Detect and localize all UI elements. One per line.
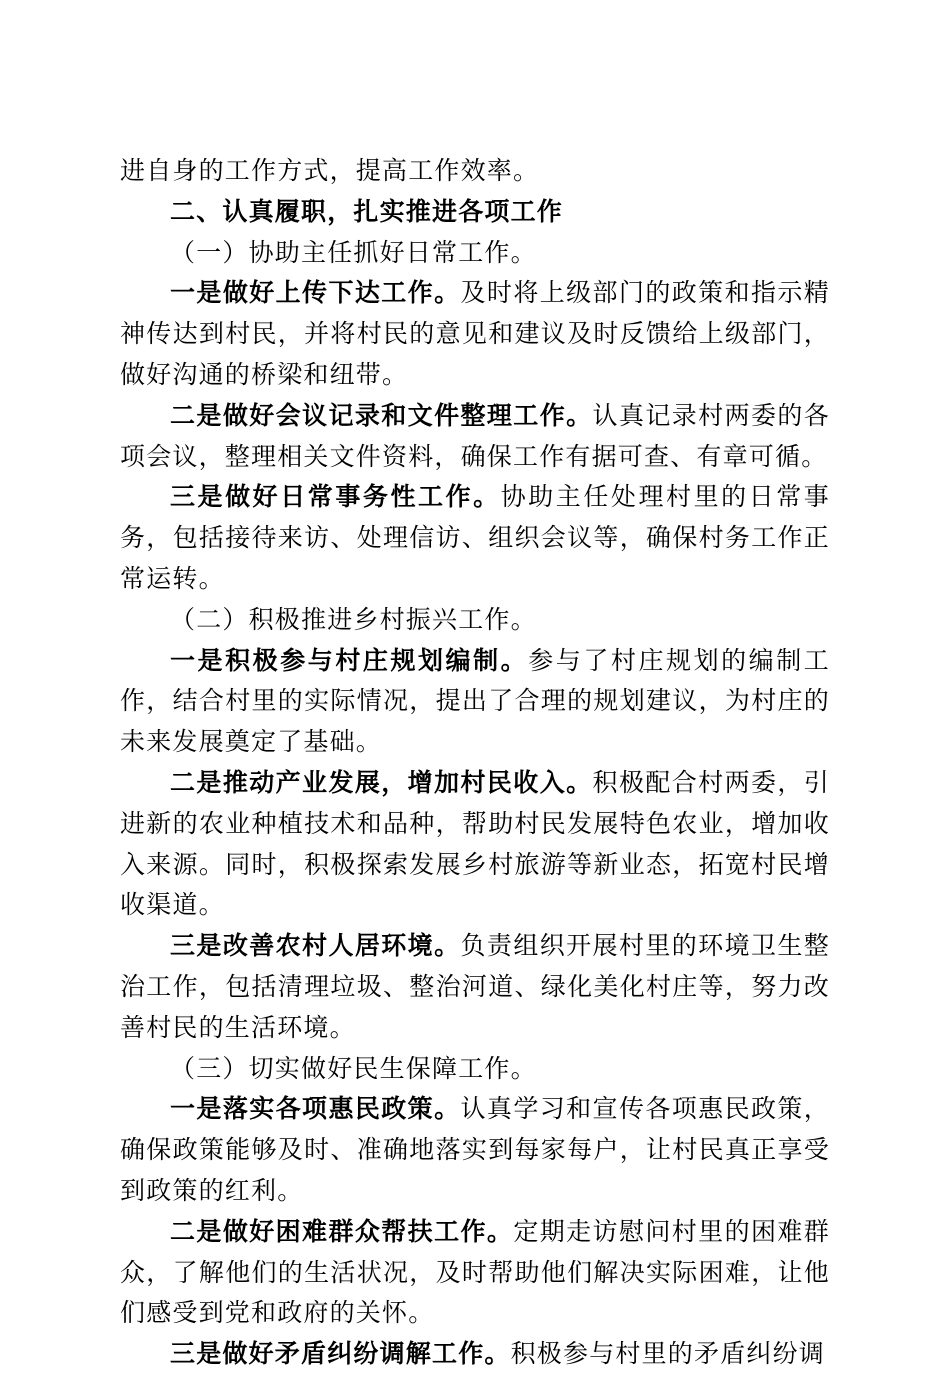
paragraph-text: 认真记录村两委的各项会议，整理相关文件资料，确保工作有据可查、有章可循。 <box>120 400 830 471</box>
paragraph-lead: 一是做好上传下达工作。 <box>170 278 461 308</box>
paragraph-lead: 二是做好困难群众帮扶工作。 <box>170 1216 514 1246</box>
paragraph-lead: 三是做好矛盾纠纷调解工作。 <box>170 1339 511 1369</box>
paragraph-text: 定期走访慰问村里的困难群众，了解他们的生活状况，及时帮助他们解决实际困难，让他们感受到党和政府的关怀。 <box>120 1216 830 1328</box>
subsection-heading: （二）积极推进乡村振兴工作。 <box>170 604 537 634</box>
paragraph-text: 积极配合村两委，引进新的农业种植技术和品种，帮助村民发展特色农业，增加收入来源。同时，积极探索发展乡村旅游等新业态，拓宽村民增收渠道。 <box>120 767 830 920</box>
paragraph-item <box>120 396 830 478</box>
paragraph-item <box>120 763 830 926</box>
paragraph-item <box>120 273 830 395</box>
paragraph-lead: 三是改善农村人居环境。 <box>170 931 461 961</box>
paragraph-text: 及时将上级部门的政策和指示精神传达到村民，并将村民的意见和建议及时反馈给上级部门，做好沟通的桥梁和纽带。 <box>120 278 831 389</box>
paragraph-lead: 三是做好日常事务性工作。 <box>170 482 501 512</box>
document-body <box>120 151 830 1375</box>
paragraph-item <box>120 926 830 1048</box>
paragraph-item <box>120 641 830 763</box>
paragraph-item <box>120 1212 830 1334</box>
paragraph-lead: 一是落实各项惠民政策。 <box>170 1094 461 1124</box>
paragraph-text: 积极参与村里的矛盾纠纷调 <box>510 1339 826 1369</box>
subsection-heading: （三）切实做好民生保障工作。 <box>170 1053 537 1083</box>
subsection-heading: （一）协助主任抓好日常工作。 <box>170 237 537 267</box>
paragraph-text: 参与了村庄规划的编制工作，结合村里的实际情况，提出了合理的规划建议，为村庄的未来发展奠定了基础。 <box>120 645 830 757</box>
paragraph-lead: 二是做好会议记录和文件整理工作。 <box>170 400 593 430</box>
paragraph-lead: 一是积极参与村庄规划编制。 <box>170 645 529 675</box>
paragraph-item <box>120 1089 830 1211</box>
section-heading: 二、认真履职，扎实推进各项工作 <box>170 196 564 226</box>
paragraph-text: 认真学习和宣传各项惠民政策，确保政策能够及时、准确地落实到每家每户，让村民真正享受到政策的红利。 <box>120 1094 831 1205</box>
paragraph-item <box>120 477 830 599</box>
paragraph-item <box>120 1334 830 1375</box>
paragraph-text: 负责组织开展村里的环境卫生整治工作，包括清理垃圾、整治河道、绿化美化村庄等，努力改善村民的生活环境。 <box>120 931 831 1042</box>
paragraph-continuation: 进自身的工作方式，提高工作效率。 <box>120 156 540 185</box>
paragraph-lead: 二是推动产业发展，增加村民收入。 <box>170 767 593 797</box>
paragraph-text: 协助主任处理村里的日常事务，包括接待来访、处理信访、组织会议等，确保村务工作正常运转。 <box>120 482 831 593</box>
